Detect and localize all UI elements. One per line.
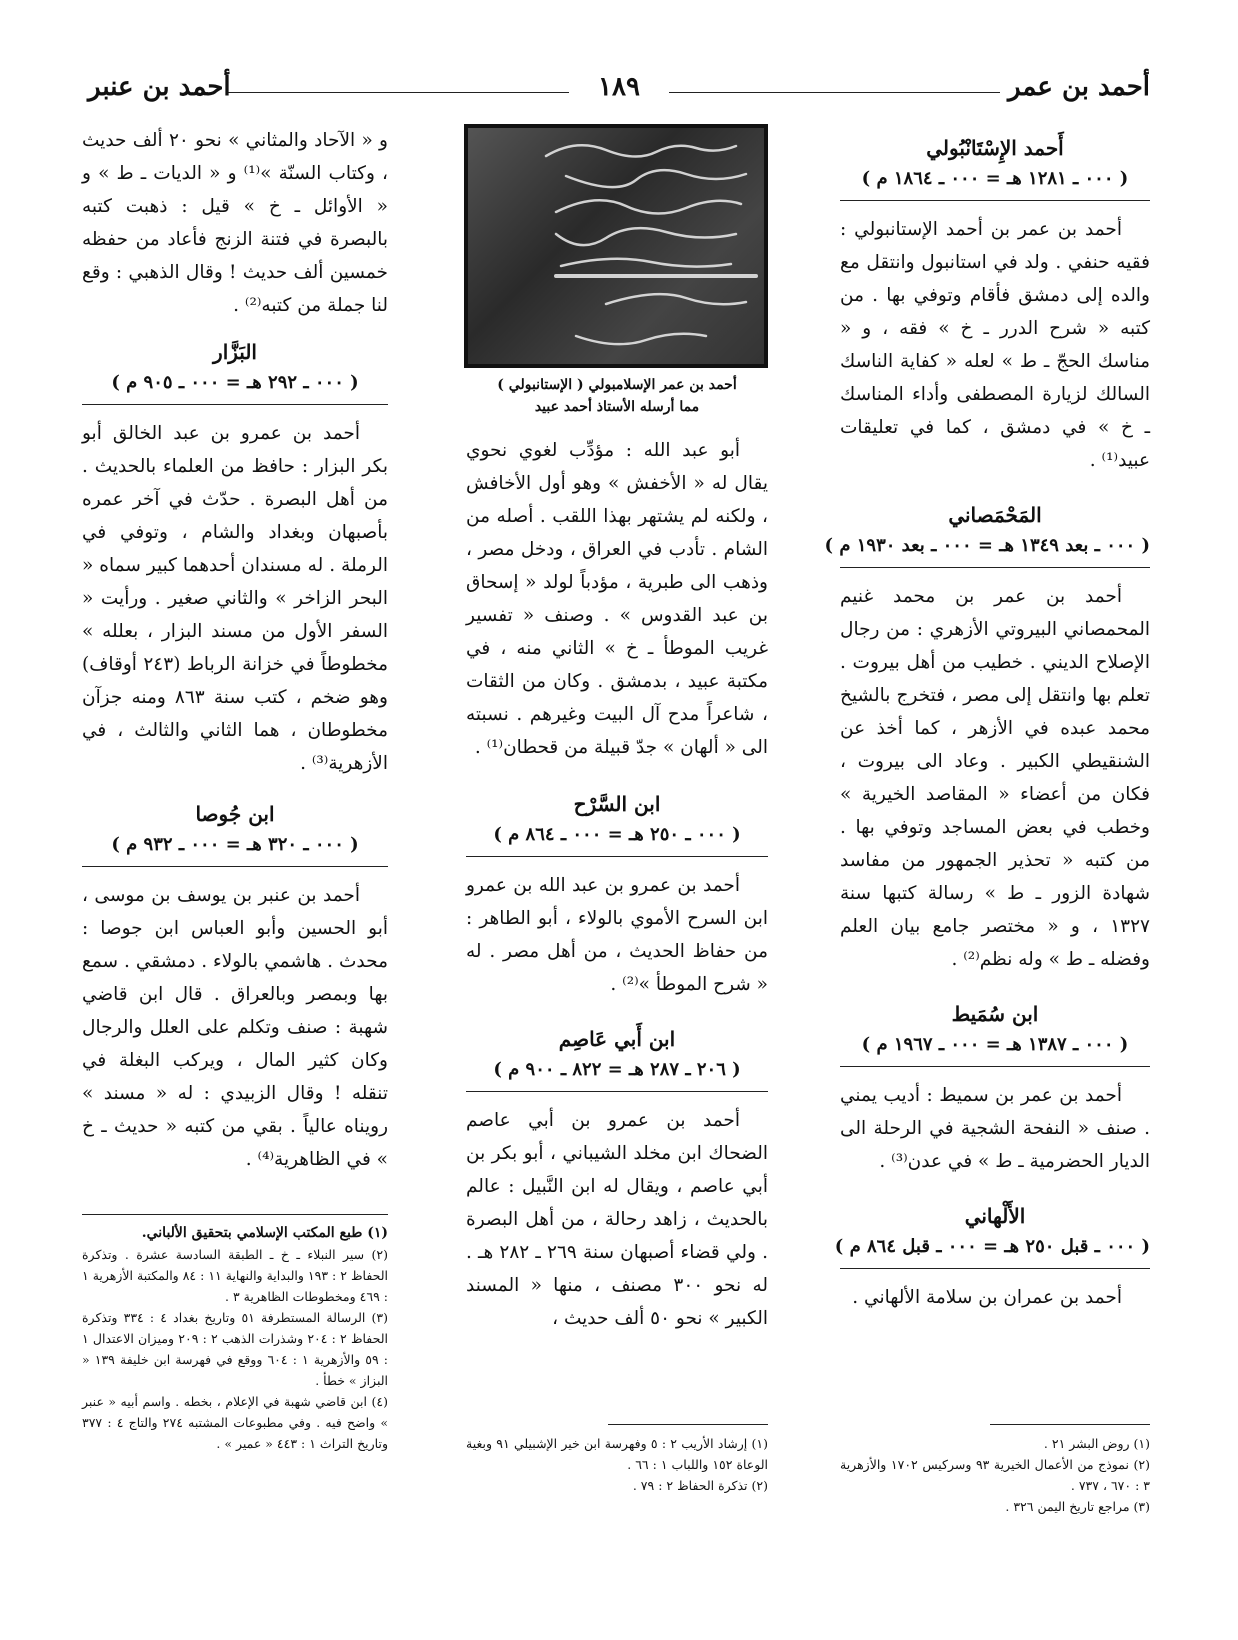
entry-title: ابن سُمَيط [951,1002,1039,1026]
divider [466,856,768,857]
column-right [824,124,1150,1514]
header-rule-left [228,92,569,93]
manuscript-image [464,124,768,368]
running-header [88,72,1150,108]
entry-text: أحمد بن عمر بن أحمد الإستانبولي : فقيه حنفي . ولد في استانبول وانتقل مع والده إلى دمشق فأقام وتوفي بها . من كتبه « شرح الدرر ـ خ » فقه ، و « مناسك الحجّ ـ ط » لعله « كفاية الناسك السالك لزيارة المصطفى وأداء المناسك ـ خ » في دمشق ، كما في تعليقات عبيد⁽¹⁾ . [840,219,1150,471]
footnote: (٢) سير النبلاء ـ خ ـ الطبقة السادسة عشرة . وتذكرة الحفاظ ٢ : ١٩٣ والبداية والنهاية ١١ : ٨٤ والمكتبة الأزهرية ١ : ٤٦٩ ومخطوطات الظاهرية ٣ . [82,1247,388,1304]
divider [840,1268,1150,1269]
divider [840,567,1150,568]
divider [82,866,388,867]
footnotes [840,1414,1150,1517]
entry-text: أحمد بن عنبر بن يوسف بن موسى ، أبو الحسين وأبو العباس ابن جوصا : محدث . هاشمي بالولاء . دمشقي . سمع بها وبمصر وبالعراق . قال ابن قاضي شهبة : صنف وتكلم على العلل والرجال وكان كثير المال ، ويركب البغلة في تنقله ! وقال الزبيدي : له « مسند » رويناه عالياً . بقي من كتبه « حديث ـ خ » في الظاهرية⁽⁴⁾ . [82,885,388,1170]
header-left-title: أحمد بن عنبر [88,72,231,102]
footnote-separator [608,1424,768,1425]
caption-line: مما أرسله الأستاذ أحمد عبيد [534,399,700,415]
footnotes [466,1414,768,1496]
footnote: (١) روض البشر ٢١ . [1043,1436,1150,1451]
entry-title: الأَلْهاني [964,1204,1026,1228]
entry-title: أَحمد الإِسْتَانْبُولي [926,136,1064,160]
entry-dates: ( ٠٠٠ ـ بعد ١٣٤٩ هـ = ٠٠٠ ـ بعد ١٩٣٠ م ) [824,535,1150,556]
footnote: (٢) نموذج من الأعمال الخيرية ٩٣ وسركيس ١٧٠٢ والأزهرية ٣ : ٦٧٠ ، ٧٣٧ . [840,1457,1150,1493]
footnote: (٢) تذكرة الحفاظ ٢ : ٧٩ . [632,1478,768,1493]
divider [840,1066,1150,1067]
figure-caption [466,374,768,418]
divider [840,200,1150,201]
entry-dates: ( ٠٠٠ ـ ٢٩٢ هـ = ٠٠٠ ـ ٩٠٥ م ) [111,372,359,393]
footnotes [82,1204,388,1454]
entry-dates: ( ٢٠٦ ـ ٢٨٧ هـ = ٨٢٢ ـ ٩٠٠ م ) [493,1059,741,1080]
caption-line: أحمد بن عمر الإسلامبولي ( الإستانبولي ) [497,377,737,393]
footnote: (١) طبع المكتب الإسلامي بتحقيق الألباني. [141,1225,388,1241]
entry-title: ابن جُوصا [195,802,275,826]
entry-title: ابن أَبي عَاصِم [558,1027,676,1051]
entry-title: المَحْمَصاني [948,503,1042,527]
manuscript-handwriting [466,126,766,366]
entry-text: أحمد بن عمرو بن أبي عاصم الضحاك ابن مخلد الشيباني ، أبو بكر بن أبي عاصم ، ويقال له ابن النَّبيل : عالم بالحديث ، زاهد رحالة ، من أهل البصرة . ولي قضاء أصبهان سنة ٢٦٩ ـ ٢٨٢ هـ . له نحو ٣٠٠ مصنف ، منها « المسند الكبير » نحو ٥٠ ألف حديث ، [466,1110,768,1329]
footnote: (٣) الرسالة المستطرفة ٥١ وتاريخ بغداد ٤ : ٣٣٤ وتذكرة الحفاظ ٢ : ٢٠٤ وشذرات الذهب ٢ : ٢٠٩ وميزان الاعتدال ١ : ٥٩ والأزهرية ١ : ٦٠٤ ووقع في فهرسة ابن خليفة ١٣٩ « البزاز » خطأ . [82,1310,389,1388]
entry-dates: ( ٠٠٠ ـ ١٣٨٧ هـ = ٠٠٠ ـ ١٩٦٧ م ) [861,1034,1129,1055]
header-right-title: أحمد بن عمر [1008,72,1150,102]
entry-dates: ( ٠٠٠ ـ ٣٢٠ هـ = ٠٠٠ ـ ٩٣٢ م ) [111,834,359,855]
divider [82,404,388,405]
column-middle [466,124,768,1493]
page-number: ١٨٩ [588,72,650,102]
entry-text: أحمد بن عمر بن سميط : أديب يمني . صنف « النفحة الشجية في الرحلة الى الديار الحضرمية ـ ط » في عدن⁽³⁾ . [840,1085,1150,1172]
entry-text: أبو عبد الله : مؤدِّب لغوي نحوي يقال له « الأخفش » وهو أول الأخافش ، ولكنه لم يشتهر بهذا اللقب . أصله من الشام . تأدب في العراق ، ودخل مصر ، وذهب الى طبرية ، مؤدباً لولد « إسحاق بن عبد القدوس » . وصنف « تفسير غريب الموطأ ـ خ » الثاني منه ، في مكتبة عبيد ، بدمشق . وكان من الثقات ، شاعراً مدح آل البيت وغيرهم . نسبته الى « ألهان » جدّ قبيلة من قحطان⁽¹⁾ . [466,440,768,758]
header-rule-right [669,92,1000,93]
entry-text: أحمد بن عمر بن محمد غنيم المحمصاني البيروتي الأزهري : من رجال الإصلاح الديني . خطيب من أهل بيروت . تعلم بها وانتقل إلى مصر ، فتخرج بالشيخ محمد عبده في الأزهر ، كما أخذ عن الشنقيطي الكبير . وعاد الى بيروت ، فكان من أعضاء « المقاصد الخيرية » وخطب في بعض المساجد وتوفي بها . من كتبه « تحذير الجمهور من مفاسد شهادة الزور ـ ط » رسالة كتبها سنة ١٣٢٧ ، و « مختصر جامع بيان العلم وفضله ـ ط » وله نظم⁽²⁾ . [840,586,1150,970]
entry-text: أحمد بن عمرو بن عبد الله بن عمرو ابن السرح الأموي بالولاء ، أبو الطاهر : من حفاظ الحديث ، من أهل مصر . له « شرح الموطأ »⁽²⁾ . [466,875,768,995]
entry-dates: ( ٠٠٠ ـ ٢٥٠ هـ = ٠٠٠ ـ ٨٦٤ م ) [493,824,741,845]
footnote-separator [82,1214,388,1215]
footnote: (٣) مراجع تاريخ اليمن ٣٢٦ . [1005,1499,1150,1514]
footnote: (١) إرشاد الأريب ٢ : ٥ وفهرسة ابن خير الإشبيلي ٩١ وبغية الوعاة ١٥٢ واللباب ١ : ٦٦ . [466,1436,768,1472]
entry-dates: ( ٠٠٠ ـ قبل ٢٥٠ هـ = ٠٠٠ ـ قبل ٨٦٤ م ) [834,1236,1150,1257]
footnote: (٤) ابن قاضي شهبة في الإعلام ، بخطه . واسم أبيه « عنبر » واضح فيه . وفي مطبوعات المشتبه ٢٧٤ والتاج ٤ : ٣٧٧ وتاريخ التراث ١ : ٤٤٣ « عمير » . [82,1394,388,1451]
footnote-separator [990,1424,1150,1425]
divider [466,1091,768,1092]
column-left [82,124,389,1451]
entry-text: و « الآحاد والمثاني » نحو ٢٠ ألف حديث ، وكتاب السنّة »⁽¹⁾ و « الديات ـ ط » و « الأوائل ـ خ » قيل : ذهبت كتبه بالبصرة في فتنة الزنج فأعاد من حفظه خمسين ألف حديث ! وقال الذهبي : وقع لنا جملة من كتبه⁽²⁾ . [82,130,388,316]
entry-title: البَزَّار [213,340,257,364]
entry-text: أحمد بن عمران بن سلامة الألهاني . [852,1287,1122,1308]
entry-title: ابن السَّرْح [573,792,661,816]
entry-text: أحمد بن عمرو بن عبد الخالق أبو بكر البزار : حافظ من العلماء بالحديث . من أهل البصرة . حدّث في آخر عمره بأصبهان وبغداد والشام ، وتوفي في الرملة . له مسندان أحدهما كبير سماه « البحر الزاخر » والثاني صغير . ورأيت « السفر الأول من مسند البزار ، بعلله » مخطوطاً في خزانة الرباط (٢٤٣ أوقاف) وهو ضخم ، كتب سنة ٨٦٣ ومنه جزآن مخطوطان ، هما الثاني والثالث ، في الأزهرية⁽³⁾ . [82,423,388,774]
entry-dates: ( ٠٠٠ ـ ١٢٨١ هـ = ٠٠٠ ـ ١٨٦٤ م ) [861,168,1129,189]
